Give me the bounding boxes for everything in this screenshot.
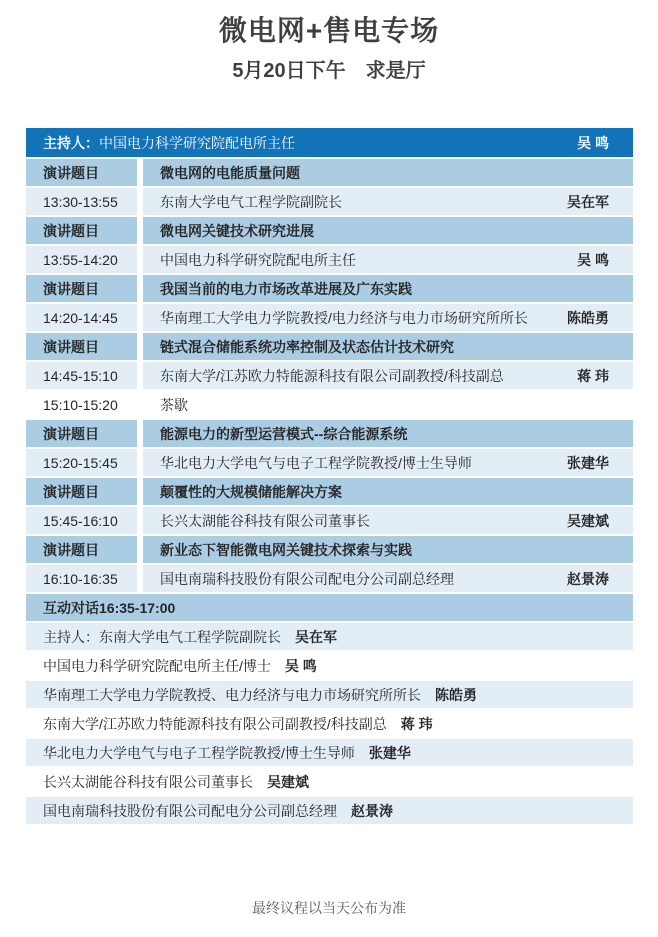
participant-affiliation: 主持人：东南大学电气工程学院副院长 [43,628,281,645]
speaker-affiliation: 东南大学电气工程学院副院长 [160,193,342,210]
topic-row [26,275,633,302]
session-time: 14:20-14:45 [26,304,137,331]
participant-name: 吴建斌 [267,773,309,790]
session-row [26,565,633,592]
topic-row [26,217,633,244]
topic-label: 演讲题目 [26,420,137,447]
speaker-affiliation: 东南大学/江苏欧力特能源科技有限公司副教授/科技副总 [160,367,504,384]
topic-title: 微电网关键技术研究进展 [143,217,633,244]
speaker-name: 吴建斌 [567,512,609,529]
topic-title: 能源电力的新型运营模式--综合能源系统 [143,420,633,447]
participant-affiliation: 国电南瑞科技股份有限公司配电分公司副总经理 [43,802,337,819]
session-time: 13:55-14:20 [26,246,137,273]
participant-name: 赵景涛 [351,802,393,819]
speaker-affiliation: 中国电力科学研究院配电所主任 [160,251,356,268]
speaker-affiliation: 国电南瑞科技股份有限公司配电分公司副总经理 [160,570,454,587]
participant-row [26,739,633,766]
break-row [26,391,633,418]
participant-row [26,681,633,708]
topic-row [26,333,633,360]
session-row [26,507,633,534]
topic-title: 微电网的电能质量问题 [143,159,633,186]
speaker-name: 陈皓勇 [567,309,609,326]
moderator-row [26,128,633,157]
participant-name: 吴 鸣 [284,657,317,674]
speaker-name: 蒋 玮 [577,367,609,384]
speaker-name: 赵景涛 [567,570,609,587]
participant-name: 张建华 [368,744,411,761]
session-time: 13:30-13:55 [26,188,137,215]
participant-affiliation: 长兴太湖能谷科技有限公司董事长 [43,773,253,790]
speaker-name: 张建华 [567,454,609,471]
agenda-table [26,128,633,824]
speaker-affiliation: 华南理工大学电力学院教授/电力经济与电力市场研究所所长 [160,309,528,326]
participant-row [26,652,633,679]
page-title: 微电网+售电专场 [218,15,440,46]
speaker-name: 吴在军 [567,193,609,210]
topic-row [26,478,633,505]
participant-affiliation: 中国电力科学研究院配电所主任/博士 [43,657,271,674]
participant-name: 吴在军 [295,628,337,645]
moderator-label: 主持人： [43,134,99,151]
session-row [26,246,633,273]
participant-affiliation: 华北电力大学电气与电子工程学院教授/博士生导师 [43,744,355,761]
speaker-affiliation: 华北电力大学电气与电子工程学院教授/博士生导师 [160,454,472,471]
speaker-name: 吴 鸣 [577,251,609,268]
participant-row [26,797,633,824]
session-time: 16:10-16:35 [26,565,137,592]
topic-label: 演讲题目 [26,159,137,186]
session-time: 15:20-15:45 [26,449,137,476]
topic-title: 新业态下智能微电网关键技术探索与实践 [143,536,633,563]
break-label: 茶歇 [143,391,633,418]
topic-label: 演讲题目 [26,536,137,563]
topic-title: 颠覆性的大规模储能解决方案 [143,478,633,505]
dialogue-title: 互动对话16:35-17:00 [43,599,176,616]
participant-affiliation: 东南大学/江苏欧力特能源科技有限公司副教授/科技副总 [43,715,387,732]
session-row [26,362,633,389]
topic-row [26,159,633,186]
participant-name: 陈皓勇 [435,686,477,703]
participant-row [26,623,633,650]
topic-label: 演讲题目 [26,478,137,505]
session-time: 15:45-16:10 [26,507,137,534]
topic-row [26,536,633,563]
dialogue-header-row [26,594,633,621]
footer-note: 最终议程以当天公布为准 [252,900,406,916]
break-time: 15:10-15:20 [26,391,137,418]
session-row [26,304,633,331]
speaker-affiliation: 长兴太湖能谷科技有限公司董事长 [160,512,370,529]
participant-name: 蒋 玮 [400,715,433,732]
moderator-text [43,133,295,153]
topic-label: 演讲题目 [26,275,137,302]
participant-row [26,768,633,795]
topic-title: 链式混合储能系统功率控制及状态估计技术研究 [143,333,633,360]
topic-row [26,420,633,447]
participant-affiliation: 华南理工大学电力学院教授、电力经济与电力市场研究所所长 [43,686,421,703]
moderator-affiliation: 中国电力科学研究院配电所主任 [99,134,295,151]
session-row [26,188,633,215]
topic-title: 我国当前的电力市场改革进展及广东实践 [143,275,633,302]
session-row [26,449,633,476]
moderator-name: 吴 鸣 [577,134,609,151]
topic-label: 演讲题目 [26,217,137,244]
participant-row [26,710,633,737]
session-time: 14:45-15:10 [26,362,137,389]
page-subtitle: 5月20日下午 求是厅 [232,60,426,82]
topic-label: 演讲题目 [26,333,137,360]
